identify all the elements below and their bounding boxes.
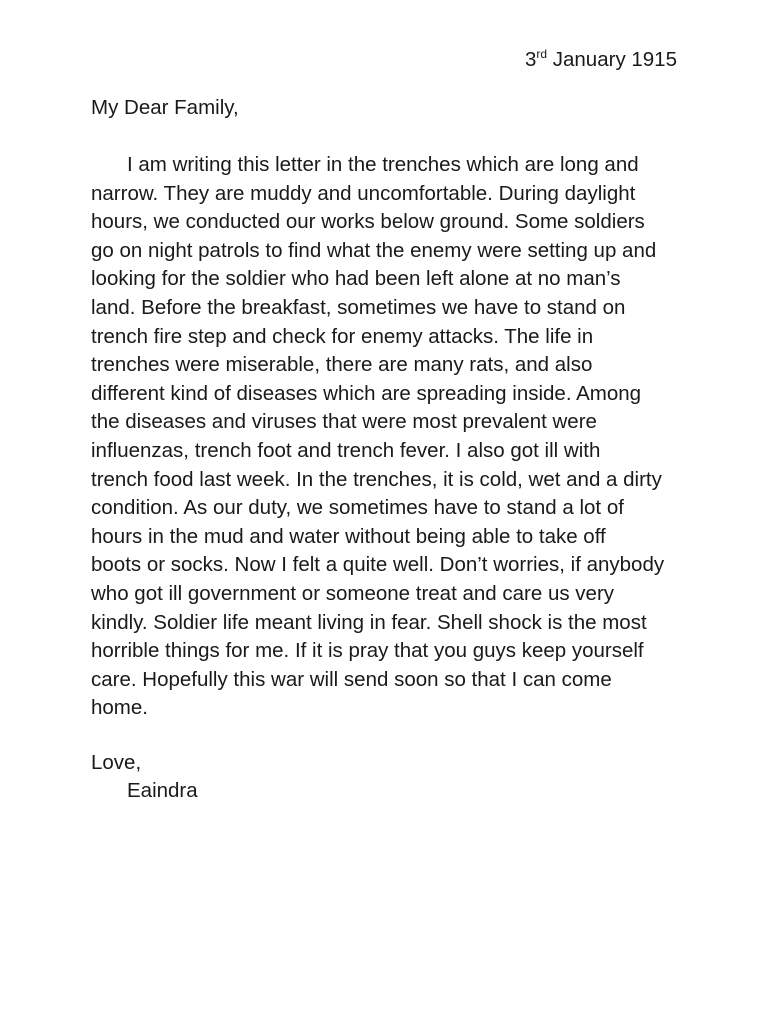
body-line: trenches were miserable, there are many rats, and also <box>91 353 593 377</box>
body-line: trench fire step and check for enemy attacks. The life in <box>91 324 594 348</box>
date-day-suffix: rd <box>536 47 548 61</box>
body-line: the diseases and viruses that were most prevalent were <box>91 410 597 434</box>
body-line: land. Before the breakfast, sometimes we have to stand on <box>91 295 626 319</box>
body-line: care. Hopefully this war will send soon so that I can come <box>91 667 612 691</box>
body-line: hours in the mud and water without being able to take off <box>91 524 606 548</box>
body-line: trench food last week. In the trenches, it is cold, wet and a dirty <box>91 467 662 491</box>
letter-signature: Eaindra <box>127 779 198 802</box>
body-line: hours, we conducted our works below ground. Some soldiers <box>91 210 645 234</box>
body-line: looking for the soldier who had been left alone at no man’s <box>91 267 621 291</box>
date-day: 3 <box>524 48 537 71</box>
body-line: condition. As our duty, we sometimes have to stand a lot of <box>91 496 624 520</box>
letter-closing: Love, <box>91 751 142 774</box>
body-line: I am writing this letter in the trenches which are long and <box>127 153 639 176</box>
letter-greeting: My Dear Family, <box>91 96 239 119</box>
letter-date <box>525 46 677 75</box>
letter-body <box>91 151 671 723</box>
body-line: boots or socks. Now I felt a quite well. Don’t worries, if anybody <box>91 553 665 577</box>
body-line: kindly. Soldier life meant living in fear. Shell shock is the most <box>91 610 647 634</box>
body-line: narrow. They are muddy and uncomfortable. During daylight <box>91 181 636 205</box>
body-line: go on night patrols to find what the enemy were setting up and <box>91 238 657 262</box>
body-line: horrible things for me. If it is pray that you guys keep yourself <box>91 639 644 663</box>
body-line: different kind of diseases which are spreading inside. Among <box>91 381 642 405</box>
body-line: who got ill government or someone treat and care us very <box>91 581 615 605</box>
body-line: influenzas, trench foot and trench fever. I also got ill with <box>91 438 601 462</box>
date-month-year: January 1915 <box>547 48 677 71</box>
body-line: home. <box>91 696 148 720</box>
